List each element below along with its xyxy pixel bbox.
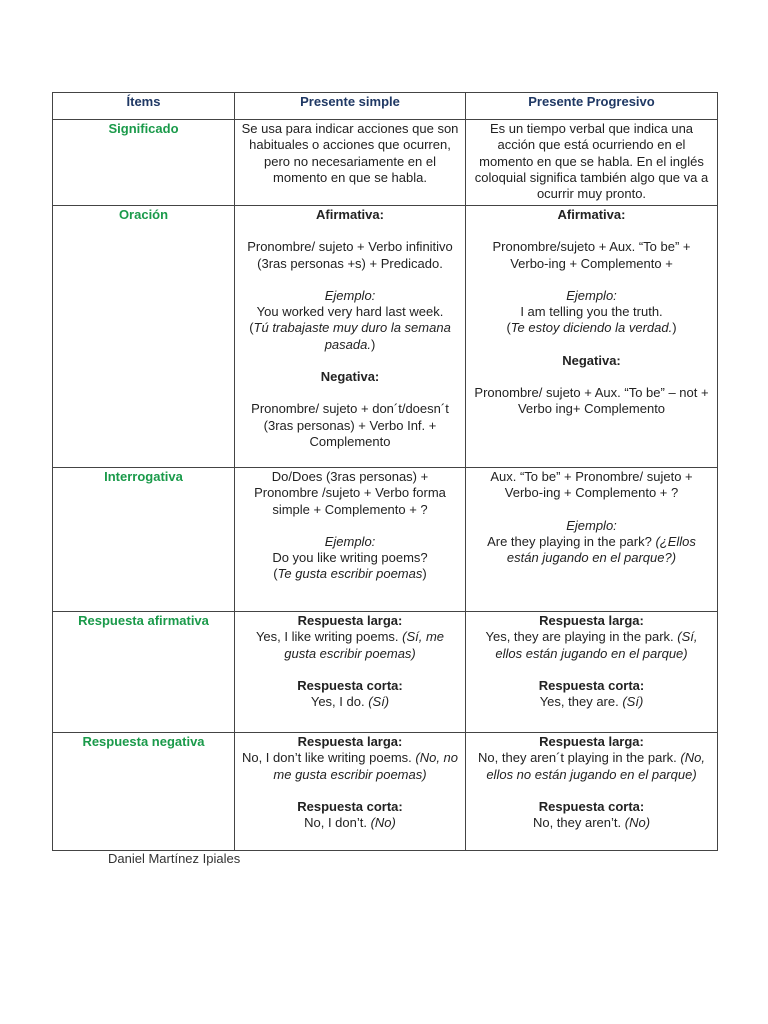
row-significado	[53, 120, 718, 206]
ejemplo-label: Ejemplo:	[324, 533, 376, 549]
header-presente-simple: Presente simple	[235, 93, 466, 120]
interrogativa-formula: Aux. “To be” + Pronombre/ sujeto + Verbo-ing + Complemento + ?	[490, 469, 693, 501]
ejemplo-text: You worked very hard last week.	[256, 304, 444, 320]
row-interrogativa	[53, 468, 718, 612]
afirmativa-label: Afirmativa:	[557, 207, 626, 222]
row-label-significado: Significado	[53, 120, 235, 206]
larga-label: Respuesta larga:	[297, 734, 403, 749]
comparison-table	[52, 92, 718, 851]
larga-label: Respuesta larga:	[539, 734, 644, 749]
afirmativa-formula: Pronombre/ sujeto + Verbo infinitivo (3ras personas +s) + Predicado.	[247, 239, 453, 271]
row-respuesta-afirmativa	[53, 612, 718, 733]
corta-label: Respuesta corta:	[538, 798, 645, 814]
row-oracion	[53, 206, 718, 468]
afirmativa-label: Afirmativa:	[316, 207, 384, 222]
cell-interrogativa-simple	[235, 468, 466, 612]
row-label-oracion: Oración	[53, 206, 235, 468]
cell-oracion-progresivo	[466, 206, 718, 468]
ejemplo-label: Ejemplo:	[566, 517, 617, 533]
larga-text: Yes, I like writing poems. (Sí, me gusta escribir poemas)	[255, 629, 445, 661]
cell-negativa-progresivo	[466, 733, 718, 851]
ejemplo-translation: (Tú trabajaste muy duro la semana pasada.)	[249, 320, 451, 352]
negativa-label: Negativa:	[320, 369, 380, 385]
ejemplo-translation: (Te gusta escribir poemas)	[273, 566, 427, 582]
negativa-formula: Pronombre/ sujeto + Aux. “To be” – not + Verbo ing+ Complemento	[474, 385, 709, 417]
cell-afirmativa-progresivo	[466, 612, 718, 733]
corta-label: Respuesta corta:	[538, 677, 645, 693]
row-label-respuesta-negativa: Respuesta negativa	[53, 733, 235, 851]
larga-text: No, they aren´t playing in the park. (No, ellos no están jugando en el parque)	[478, 750, 705, 782]
ejemplo-text: Are they playing in the park? (¿Ellos están jugando en el parque?)	[487, 533, 696, 566]
negativa-label: Negativa:	[562, 352, 621, 368]
cell-afirmativa-simple	[235, 612, 466, 733]
larga-label: Respuesta larga:	[297, 613, 403, 628]
ejemplo-text: Do you like writing poems?	[272, 550, 428, 566]
ejemplo-text: I am telling you the truth.	[520, 304, 663, 320]
row-label-respuesta-afirmativa: Respuesta afirmativa	[53, 612, 235, 733]
cell-oracion-simple	[235, 206, 466, 468]
cell-interrogativa-progresivo	[466, 468, 718, 612]
header-presente-progresivo: Presente Progresivo	[466, 93, 718, 120]
header-row	[53, 93, 718, 120]
ejemplo-label: Ejemplo:	[566, 287, 617, 303]
larga-label: Respuesta larga:	[539, 613, 644, 628]
interrogativa-formula: Do/Does (3ras personas) + Pronombre /sujeto + Verbo forma simple + Complemento + ?	[254, 469, 446, 517]
row-respuesta-negativa	[53, 733, 718, 851]
afirmativa-formula: Pronombre/sujeto + Aux. “To be” + Verbo-ing + Complemento +	[492, 239, 691, 271]
cell-significado-simple: Se usa para indicar acciones que son habituales o acciones que ocurren, pero no necesariamente en el momento en que se habla.	[235, 120, 466, 206]
header-items: Ítems	[53, 93, 235, 120]
larga-text: Yes, they are playing in the park. (Sí, ellos están jugando en el parque)	[485, 629, 698, 661]
corta-label: Respuesta corta:	[297, 798, 403, 814]
corta-label: Respuesta corta:	[297, 677, 403, 693]
author-name: Daniel Martínez Ipiales	[108, 851, 241, 866]
corta-text: No, they aren’t. (No)	[532, 815, 651, 831]
larga-text: No, I don’t like writing poems. (No, no me gusta escribir poemas)	[241, 750, 459, 782]
ejemplo-translation: (Te estoy diciendo la verdad.)	[506, 320, 677, 336]
negativa-formula: Pronombre/ sujeto + don´t/doesn´t (3ras personas) + Verbo Inf. + Complemento	[251, 401, 449, 449]
ejemplo-label: Ejemplo:	[324, 287, 376, 303]
row-label-interrogativa: Interrogativa	[53, 468, 235, 612]
cell-negativa-simple	[235, 733, 466, 851]
corta-text: No, I don’t. (No)	[304, 815, 396, 831]
corta-text: Yes, they are. (Sí)	[539, 694, 644, 710]
corta-text: Yes, I do. (Sí)	[310, 694, 390, 710]
cell-significado-progresivo: Es un tiempo verbal que indica una acción que está ocurriendo en el momento en que se habla. En el inglés coloquial significa también algo que va a ocurrir muy pronto.	[466, 120, 718, 206]
